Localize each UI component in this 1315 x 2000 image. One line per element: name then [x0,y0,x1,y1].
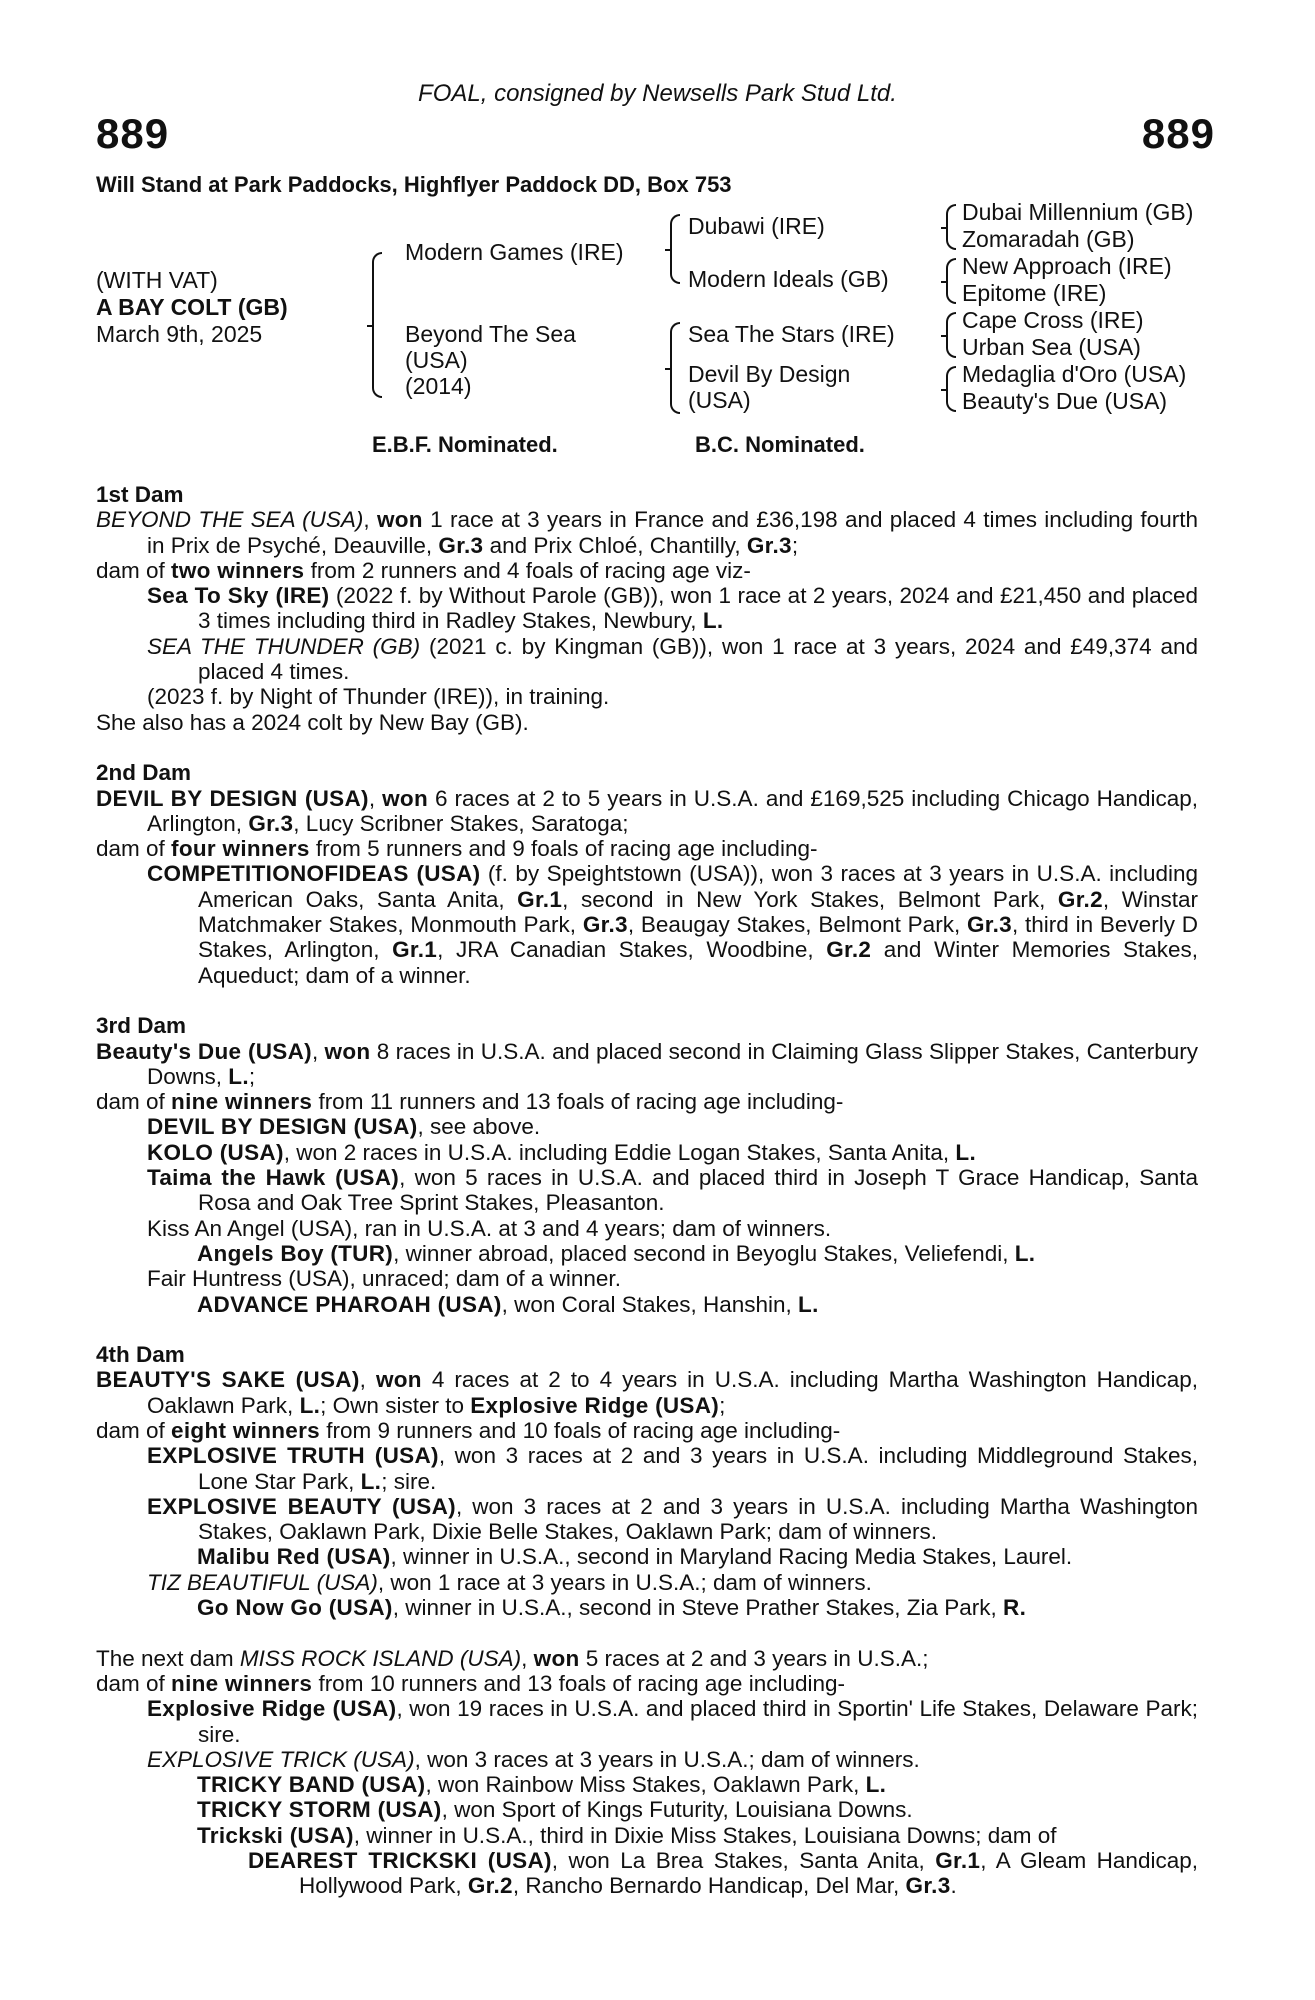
great-grandparent: New Approach (IRE) [962,253,1172,279]
pedigree-entry [96,1039,1198,1090]
pedigree-entry [96,684,1198,709]
italic-text: SEA THE THUNDER (GB) [147,633,421,659]
dam-lines [96,482,1198,1924]
bold-text: Gr.3 [746,532,792,558]
text: , won 2 races in U.S.A. including Eddie Logan Stakes, Santa Anita, [283,1139,956,1165]
pedigree-entry [96,507,1198,558]
text: from 2 runners and 4 foals of racing age viz- [304,557,751,583]
text: , won Sport of Kings Futurity, Louisiana Downs. [441,1797,913,1823]
pedigree-entry [96,1241,1198,1266]
dam-section [96,1342,1198,1620]
pedigree-entry [96,1595,1198,1620]
text: , [368,785,383,811]
dam-dam-line-2: (USA) [688,387,751,413]
brace-2a [670,214,680,284]
great-grandparent: Zomaradah (GB) [962,226,1135,252]
text: ; [719,1392,726,1418]
text: dam of [96,1089,172,1115]
bold-text: Go Now Go (USA) [197,1595,393,1621]
dam-section [96,482,1198,735]
foaling-date: March 9th, 2025 [96,321,263,347]
text: , won Rainbow Miss Stakes, Oaklawn Park, [425,1772,866,1798]
text: , winner in U.S.A., second in Maryland Racing Media Stakes, Laurel. [390,1544,1073,1570]
bold-text: L. [955,1139,977,1165]
pedigree-entry [96,1646,1198,1671]
section-heading: 4th Dam [96,1342,185,1368]
dam-line-2: (USA) [405,347,468,373]
pedigree-entry [96,1418,1198,1443]
brace-3b [946,258,956,304]
bold-text: Gr.3 [905,1873,951,1899]
bold-text: Gr.3 [438,532,484,558]
text: and Winter Memories Stakes, Aqueduct; dam of a winner. [198,937,1198,988]
vat-note: (WITH VAT) [96,267,218,293]
bold-text: nine winners [171,1089,313,1115]
text: 6 races at 2 to 5 years in U.S.A. and £169,525 including Chicago Handicap, Arlington, [147,785,1198,836]
text: ; sire. [381,1468,437,1494]
text: , Beaugay Stakes, Belmont Park, [627,912,967,938]
pedigree-entry [96,1570,1198,1595]
text: Fair Huntress (USA), unraced; dam of a winner. [147,1266,621,1292]
bold-text: won [375,1367,422,1393]
pedigree-entry [96,1671,1198,1696]
bold-text: Gr.2 [467,1873,513,1899]
text: , A Gleam Handicap, Hollywood Park, [299,1848,1198,1899]
bold-text: DEVIL BY DESIGN (USA) [96,785,369,811]
pedigree-entry [96,1089,1198,1114]
text: (2022 f. by Without Parole (GB)), won 1 race at 2 years, 2024 and £21,450 and placed 3 times including third in Radley Stakes, Newbury, [198,583,1198,634]
italic-text: TIZ BEAUTIFUL (USA) [147,1569,378,1595]
stabling-location: Will Stand at Park Paddocks, Highflyer Paddock DD, Box 753 [96,172,732,197]
text: , [521,1645,534,1671]
text: , second in New York Stakes, Belmont Park, [562,886,1058,912]
bold-text: Malibu Red (USA) [197,1544,391,1570]
dam-line-3: (2014) [405,373,472,399]
bold-text: Gr.3 [967,912,1012,938]
sire: Modern Games (IRE) [405,239,624,265]
text: , won La Brea Stakes, Santa Anita, [551,1848,936,1874]
bold-text: L. [299,1392,321,1418]
text: (2021 c. by Kingman (GB)), won 1 race at 3 years, 2024 and £49,374 and placed 4 times. [198,633,1198,685]
bold-text: EXPLOSIVE BEAUTY (USA) [147,1493,456,1519]
text: , third in Beverly D Stakes, Arlington, [198,912,1198,963]
bold-text: won [533,1645,580,1671]
brace-1 [372,252,382,398]
text: and Prix Chloé, Chantilly, [483,532,747,558]
bold-text: L. [702,608,724,634]
pedigree-entry [96,1696,1198,1747]
pedigree-entry [96,1747,1198,1772]
bold-text: Gr.1 [392,937,438,963]
text: , [363,507,377,533]
text: , won 3 races at 3 years in U.S.A.; dam of winners. [414,1746,920,1772]
text: 4 races at 2 to 4 years in U.S.A. including Martha Washington Handicap, Oaklawn Park, [147,1367,1199,1418]
brace-2b [670,322,680,414]
dam-section [96,1646,1198,1899]
text: , Rancho Bernardo Handicap, Del Mar, [512,1873,906,1899]
pedigree-entry [96,1823,1198,1848]
bold-text: COMPETITIONOFIDEAS (USA) [147,861,481,887]
text: , won 3 races at 2 and 3 years in U.S.A. including Martha Washington Stakes, Oaklawn Park, Dixie Belle Stakes, Oaklawn Park; dam of winners. [198,1493,1199,1545]
bold-text: Gr.2 [826,937,872,963]
text: , see above. [417,1114,541,1140]
text: , [359,1367,376,1393]
pedigree-entry [96,1443,1198,1494]
bold-text: L. [1014,1240,1036,1266]
pedigree-entry [96,1140,1198,1165]
italic-text: MISS ROCK ISLAND (USA) [239,1645,522,1671]
dam-section [96,1013,1198,1317]
pedigree-entry [96,1216,1198,1241]
bold-text: BEAUTY'S SAKE (USA) [96,1367,360,1393]
text: , won 5 races in U.S.A. and placed third in Joseph T Grace Handicap, Santa Rosa and Oak Tree Sprint Stakes, Pleasanton. [198,1165,1198,1216]
bold-text: Gr.2 [1057,886,1103,912]
consignor-line: FOAL, consigned by Newsells Park Stud Ltd. [418,80,897,107]
text: ; [248,1063,256,1089]
text: (2023 f. by Night of Thunder (IRE)), in training. [147,684,610,710]
bold-text: nine winners [171,1670,313,1696]
text: ; Own sister to [320,1392,471,1418]
text: Kiss An Angel (USA), ran in U.S.A. at 3 and 4 years; dam of winners. [147,1215,832,1241]
text: ; [791,532,799,558]
pedigree-entry [96,710,1198,735]
bold-text: DEVIL BY DESIGN (USA) [147,1114,418,1140]
bold-text: TRICKY BAND (USA) [197,1772,426,1798]
pedigree-entry [96,1266,1198,1291]
text: . [950,1873,957,1899]
text: , Lucy Scribner Stakes, Saratoga; [293,810,629,836]
text: , Winstar Matchmaker Stakes, Monmouth Park, [198,886,1198,938]
italic-text: EXPLOSIVE TRICK (USA) [147,1746,415,1772]
bold-text: Explosive Ridge (USA) [147,1696,397,1722]
text: dam of [96,836,172,862]
text: 5 races at 2 and 3 years in U.S.A.; [579,1645,929,1671]
bold-text: Angels Boy (TUR) [197,1240,394,1266]
lot-number-left: 889 [96,110,170,157]
bold-text: L. [865,1772,887,1798]
brace-3d [946,366,956,412]
bold-text: won [324,1038,371,1064]
text: , won Coral Stakes, Hanshin, [501,1291,799,1317]
bold-text: two winners [171,557,305,583]
bold-text: Explosive Ridge (USA) [470,1392,720,1418]
section-heading: 3rd Dam [96,1013,187,1039]
sire-sire: Dubawi (IRE) [688,213,825,239]
text: She also has a 2024 colt by New Bay (GB). [96,709,529,735]
italic-text: BEYOND THE SEA (USA) [96,507,364,533]
bc-nomination: B.C. Nominated. [695,432,865,457]
bold-text: Gr.3 [248,810,294,836]
bold-text: DEAREST TRICKSKI (USA) [248,1848,552,1874]
pedigree-entry [96,583,1198,634]
bold-text: four winners [171,836,310,862]
text: 8 races in U.S.A. and placed second in Claiming Glass Slipper Stakes, Canterbury Downs, [147,1038,1198,1089]
bold-text: Sea To Sky (IRE) [147,583,330,609]
text: , winner abroad, placed second in Beyoglu Stakes, Veliefendi, [393,1240,1015,1266]
text: (f. by Speightstown (USA)), won 3 races at 3 years in U.S.A. including American Oaks, Santa Anita, [198,861,1198,912]
great-grandparent: Beauty's Due (USA) [962,388,1168,414]
bold-text: Gr.1 [935,1848,981,1874]
bold-text: L. [360,1468,382,1494]
text: from 10 runners and 13 foals of racing age including- [312,1670,846,1696]
bold-text: R. [1003,1595,1027,1621]
pedigree-entry [96,786,1198,837]
bold-text: L. [798,1291,819,1317]
dam-dam-line-1: Devil By Design [688,361,851,387]
text: , won 3 races at 2 and 3 years in U.S.A. including Middleground Stakes, Lone Star Park, [198,1443,1198,1494]
pedigree-entry [96,1494,1198,1545]
bold-text: KOLO (USA) [147,1139,284,1165]
great-grandparent: Dubai Millennium (GB) [962,199,1194,225]
pedigree-entry [96,1165,1198,1216]
text: , JRA Canadian Stakes, Woodbine, [437,937,827,963]
sire-dam: Modern Ideals (GB) [688,266,889,292]
horse-name: A BAY COLT (GB) [96,294,288,320]
bold-text: L. [228,1063,249,1089]
text: from 5 runners and 9 foals of racing age including- [309,836,818,862]
bold-text: won [382,785,428,811]
text: , winner in U.S.A., second in Steve Prather Stakes, Zia Park, [392,1595,1004,1621]
great-grandparent: Cape Cross (IRE) [962,307,1144,333]
pedigree-entry [96,1772,1198,1797]
pedigree-entry [96,1544,1198,1569]
pedigree-entry [96,1367,1198,1418]
text: from 11 runners and 13 foals of racing age including- [312,1089,844,1115]
dam-sire: Sea The Stars (IRE) [688,321,895,347]
great-grandparent: Urban Sea (USA) [962,334,1141,360]
text: , won 19 races in U.S.A. and placed third in Sportin' Life Stakes, Delaware Park; sire. [198,1696,1198,1747]
text: dam of [96,1417,172,1443]
great-grandparent: Medaglia d'Oro (USA) [962,361,1187,387]
text: , won 1 race at 3 years in U.S.A.; dam of winners. [377,1569,872,1595]
text: , [311,1038,325,1064]
text: , winner in U.S.A., third in Dixie Miss Stakes, Louisiana Downs; dam of [353,1822,1057,1848]
bold-text: Gr.3 [582,912,628,938]
pedigree-entry [96,836,1198,861]
ebf-nomination: E.B.F. Nominated. [372,432,558,457]
pedigree-entry [96,1292,1198,1317]
pedigree-entry [96,861,1198,987]
text: dam of [96,1670,172,1696]
great-grandparent: Epitome (IRE) [962,280,1107,306]
pedigree-entry [96,634,1198,685]
section-heading: 2nd Dam [96,760,192,786]
bold-text: EXPLOSIVE TRUTH (USA) [147,1443,439,1469]
text: dam of [96,557,172,583]
bold-text: eight winners [171,1417,320,1443]
pedigree-entry [96,558,1198,583]
brace-3a [946,204,956,250]
pedigree-entry [96,1114,1198,1139]
pedigree-entry [96,1848,1198,1899]
dam-section [96,760,1198,988]
pedigree-entry [96,1797,1198,1822]
text: The next dam [96,1645,240,1671]
lot-number-right: 889 [1141,110,1215,157]
dam-line-1: Beyond The Sea [405,321,576,347]
text: 1 race at 3 years in France and £36,198 and placed 4 times including fourth in Prix de Psyché, Deauville, [147,507,1198,558]
bold-text: Taima the Hawk (USA) [147,1165,400,1191]
bold-text: Beauty's Due (USA) [96,1038,312,1064]
bold-text: Trickski (USA) [197,1822,354,1848]
text: from 9 runners and 10 foals of racing age including- [319,1417,841,1443]
bold-text: won [376,507,423,533]
bold-text: ADVANCE PHAROAH (USA) [197,1291,502,1317]
bold-text: TRICKY STORM (USA) [197,1797,442,1823]
section-heading: 1st Dam [96,482,184,507]
bold-text: Gr.1 [517,886,563,912]
brace-3c [946,312,956,358]
